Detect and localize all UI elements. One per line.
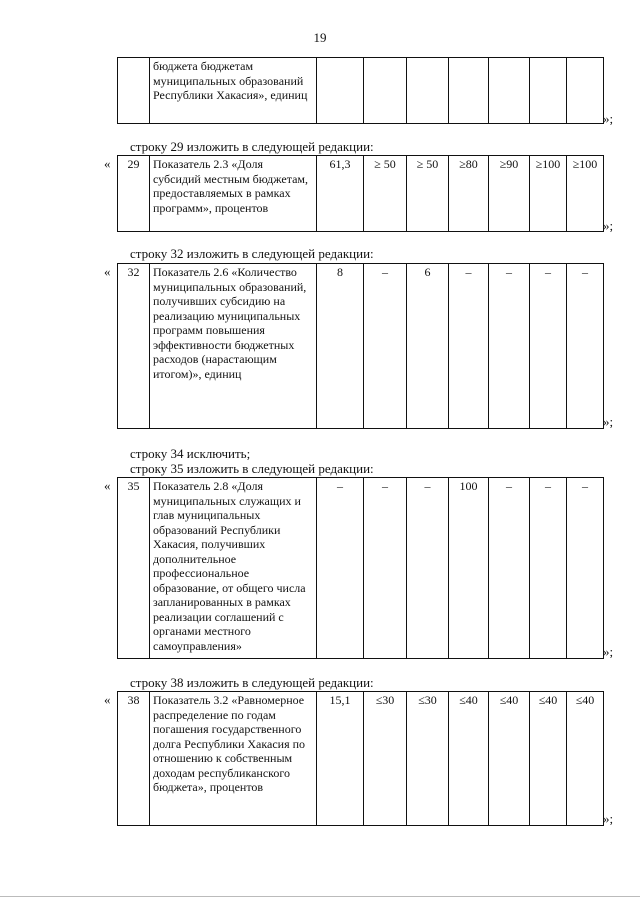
value-cell: 8 bbox=[317, 264, 364, 429]
row-number-cell: 38 bbox=[118, 692, 150, 826]
row-number-cell: 32 bbox=[118, 264, 150, 429]
instruction-text: строку 35 изложить в следующей редакции: bbox=[130, 461, 374, 476]
open-quote: « bbox=[104, 478, 111, 493]
value-cell: – bbox=[449, 264, 489, 429]
value-cell: – bbox=[364, 264, 407, 429]
page-number: 19 bbox=[313, 30, 327, 45]
value-cell: ≤30 bbox=[407, 692, 449, 826]
value-cell: 61,3 bbox=[317, 156, 364, 232]
instruction-text: строку 32 изложить в следующей редакции: bbox=[130, 246, 374, 261]
indicator-table bbox=[117, 691, 604, 826]
close-quote: »; bbox=[603, 644, 614, 659]
value-cell: – bbox=[567, 264, 604, 429]
value-cell bbox=[567, 58, 604, 124]
value-cell: ≤40 bbox=[449, 692, 489, 826]
value-cell bbox=[489, 58, 530, 124]
table-row bbox=[118, 478, 604, 659]
instruction-text: строку 38 изложить в следующей редакции: bbox=[130, 675, 374, 690]
table-row bbox=[118, 692, 604, 826]
table-row bbox=[118, 156, 604, 232]
value-cell: ≥ 50 bbox=[407, 156, 449, 232]
indicator-name-cell: бюджета бюджетам муниципальных образований Республики Хакасия», единиц bbox=[150, 58, 317, 124]
indicator-name-cell: Показатель 2.8 «Доля муниципальных служащих и глав муниципальных образований Республики Хакасия, получивших дополнительное профессиональное образование, от общего числа запланированных в рамках реализации соглашений с органами местного самоуправления» bbox=[150, 478, 317, 659]
value-cell: ≥80 bbox=[449, 156, 489, 232]
value-cell: – bbox=[407, 478, 449, 659]
close-quote: »; bbox=[603, 414, 614, 429]
value-cell bbox=[364, 58, 407, 124]
value-cell: – bbox=[489, 478, 530, 659]
close-quote: »; bbox=[603, 111, 614, 126]
indicator-table bbox=[117, 477, 604, 659]
value-cell: ≥ 50 bbox=[364, 156, 407, 232]
indicator-name-cell: Показатель 2.6 «Количество муниципальных образований, получивших субсидию на реализацию муниципальных программ повышения эффективности бюджетных расходов (нарастающим итогом)», единиц bbox=[150, 264, 317, 429]
indicator-table bbox=[117, 155, 604, 232]
table-row bbox=[118, 58, 604, 124]
instruction-text: строку 29 изложить в следующей редакции: bbox=[130, 139, 374, 154]
value-cell bbox=[449, 58, 489, 124]
value-cell: ≥90 bbox=[489, 156, 530, 232]
indicator-table bbox=[117, 57, 604, 124]
value-cell: ≥100 bbox=[530, 156, 567, 232]
value-cell bbox=[530, 58, 567, 124]
open-quote: « bbox=[104, 264, 111, 279]
open-quote: « bbox=[104, 156, 111, 171]
value-cell: – bbox=[364, 478, 407, 659]
value-cell bbox=[407, 58, 449, 124]
value-cell: – bbox=[567, 478, 604, 659]
value-cell: 15,1 bbox=[317, 692, 364, 826]
value-cell: – bbox=[530, 264, 567, 429]
value-cell: – bbox=[317, 478, 364, 659]
value-cell: ≤40 bbox=[489, 692, 530, 826]
value-cell: – bbox=[489, 264, 530, 429]
row-number-cell: 35 bbox=[118, 478, 150, 659]
indicator-name-cell: Показатель 3.2 «Равномерное распределение по годам погашения государственного долга Республики Хакасия по отношению к собственным доходам республиканского бюджета», процентов bbox=[150, 692, 317, 826]
row-number-cell bbox=[118, 58, 150, 124]
page-bottom-rule bbox=[0, 896, 640, 897]
value-cell: ≤40 bbox=[530, 692, 567, 826]
value-cell: ≤30 bbox=[364, 692, 407, 826]
indicator-name-cell: Показатель 2.3 «Доля субсидий местным бюджетам, предоставляемых в рамках программ», процентов bbox=[150, 156, 317, 232]
value-cell: 6 bbox=[407, 264, 449, 429]
value-cell: – bbox=[530, 478, 567, 659]
value-cell: ≤40 bbox=[567, 692, 604, 826]
table-row bbox=[118, 264, 604, 429]
value-cell: 100 bbox=[449, 478, 489, 659]
close-quote: »; bbox=[603, 218, 614, 233]
row-number-cell: 29 bbox=[118, 156, 150, 232]
open-quote: « bbox=[104, 692, 111, 707]
indicator-table bbox=[117, 263, 604, 429]
close-quote: »; bbox=[603, 811, 614, 826]
instruction-text: строку 34 исключить; bbox=[130, 446, 251, 461]
value-cell: ≥100 bbox=[567, 156, 604, 232]
value-cell bbox=[317, 58, 364, 124]
